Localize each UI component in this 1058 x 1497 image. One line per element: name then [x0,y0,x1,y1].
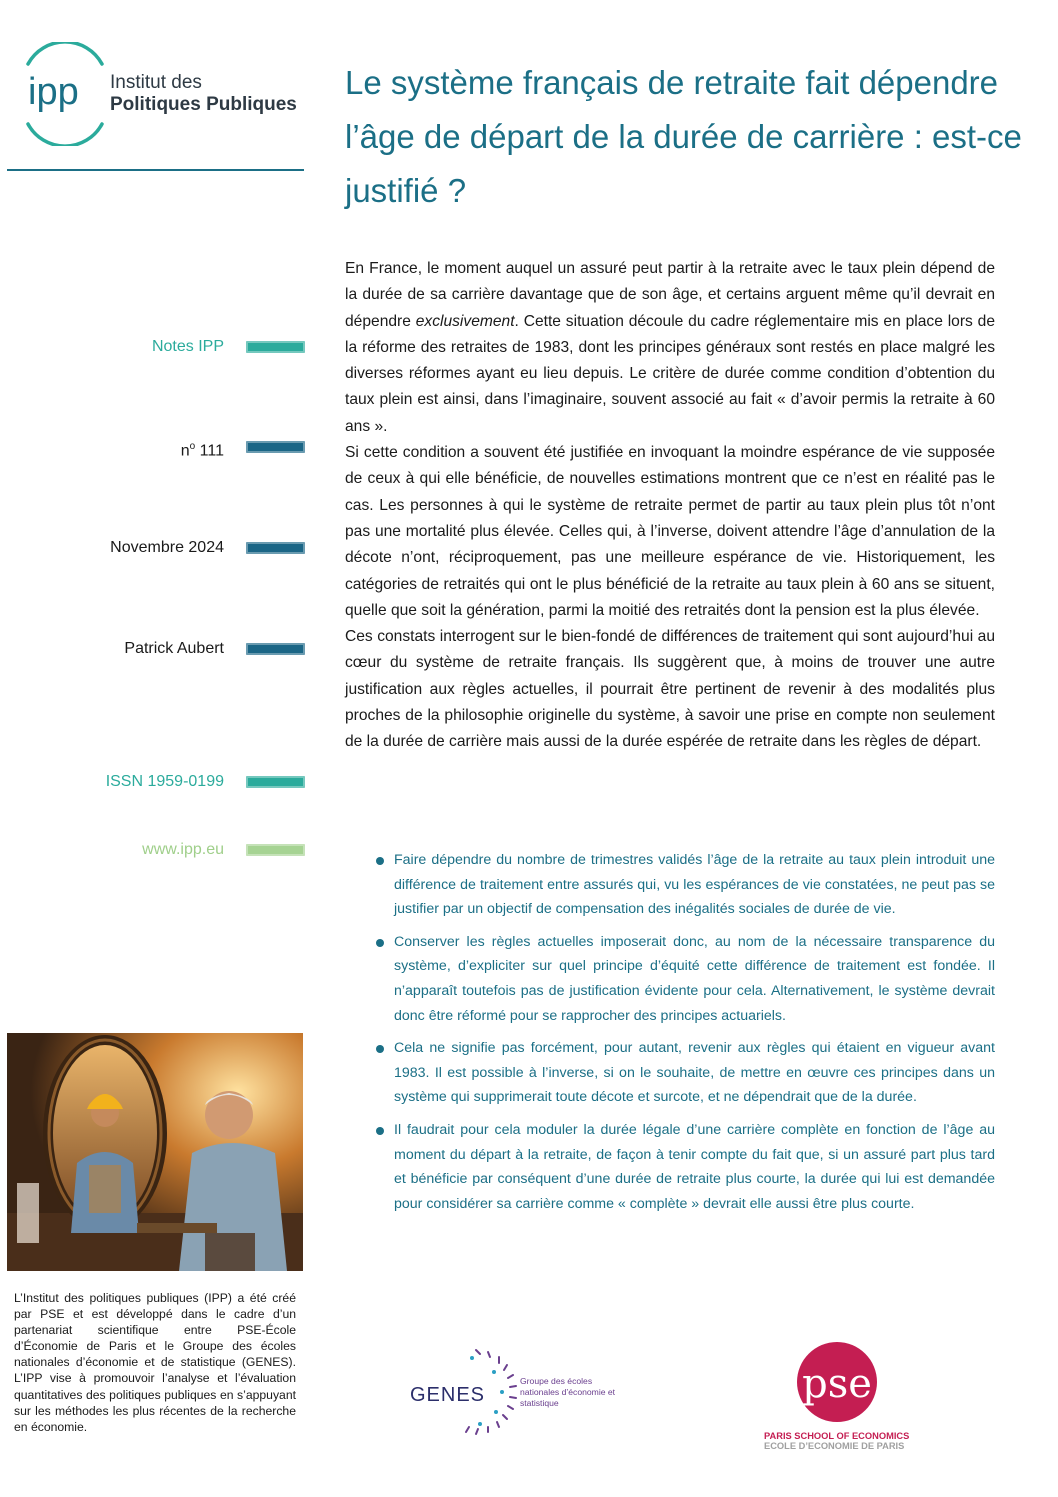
meta-date [20,537,310,559]
pse-logo [762,1340,912,1450]
emphasis: exclusivement [415,312,515,330]
bullet-icon [376,857,384,865]
meta-issn-label: ISSN 1959-0199 [105,773,224,790]
genes-description: Groupe des écoles nationales d’économie et statistique [520,1376,616,1408]
abstract [345,256,995,756]
institute-name [110,72,297,116]
website-link[interactable]: www.ipp.eu [142,841,224,858]
pse-mark-text: pse [802,1361,872,1407]
meta-author-bar [246,643,305,655]
bullet-icon [376,939,384,947]
cover-photo [7,1033,303,1271]
abstract-paragraph-3: Ces constats interrogent sur le bien-fondé de différences de traitement qui sont aujourd’hui au cœur du système de retraite français. Ils suggèrent que, à moins de trouver une autre justification aux règles actuelles, il pourrait être pertinent de revenir à des modalités plus proches de la philosophie originelle du système, à savoir une prise en compte non seulement de la durée de carrière mais aussi de la durée espérée de retraite dans les règles de départ. [345,628,995,751]
meta-date-label: Novembre 2024 [110,539,224,556]
meta-date-bar [246,542,305,554]
meta-series [20,336,310,358]
institute-name-line2: Politiques Publiques [110,94,297,115]
meta-website[interactable] [20,839,310,861]
abstract-paragraph-1: En France, le moment auquel un assuré peut partir à la retraite avec le taux plein dépend de la durée de sa carrière davantage que de son âge, et certains arguent même qu’il devrait en dépendre exclusivement. Cette situation découle du cadre réglementaire mis en place lors de la réforme des retraites de 1983, dont les principes généraux sont restés en place malgré les diverses réformes ayant eu lieu depuis. Le critère de durée comme condition d’obtention du taux plein est ainsi, dans l’imaginaire, souvent associé au fait « d’avoir permis la retraite à 60 ans ». [345,260,995,435]
meta-number-label: $n^o$ 111 [180,441,224,460]
meta-author-label: Patrick Aubert [124,640,224,657]
meta-issn-bar [246,776,305,788]
meta-number [20,436,310,458]
pse-name-english: PARIS SCHOOL OF ECONOMICS [764,1431,910,1441]
institute-description: L’Institut des politiques publiques (IPP) a été créé par PSE et est développé dans le cadre d’un partenariat scientifique entre PSE-École d’Économie de Paris et le Groupe des écoles nationales d’économie et de statistique (GENES). L’IPP vise à promouvoir l’analyse et l’évaluation quantitatives des politiques publiques en s’appuyant sur les méthodes les plus récentes de la recherche en économie. [14,1291,296,1434]
page-title: Le système français de retraite fait dépendre l’âge de départ de la durée de carrière : est-ce justifié ? [345,64,1022,209]
meta-website-bar [246,844,305,856]
abstract-paragraph-2: Si cette condition a souvent été justifiée en invoquant la moindre espérance de vie supposée de ceux à qui elle bénéficie, de nouvelles estimations montrent que ce n’est en réalité pas le cas. Les personnes à qui le système de retraite permet de partir au taux plein plus tôt n’ont pas une mortalité plus élevée. Celles qui, à l’inverse, doivent attendre l’âge d’annulation de la décote n’ont, réciproquement, pas une meilleure espérance de vie. Historiquement, les catégories de retraités qui ont le plus bénéficié de la retraite au taux plein à 60 ans se situent, quelle que soit la génération, parmi la moitié des retraités dont la pension est la plus élevée. [345,444,995,619]
key-findings [372,848,995,1224]
meta-number-bar [246,441,305,453]
pse-name-french: ECOLE D’ECONOMIE DE PARIS [764,1441,905,1451]
key-finding: Il faudrait pour cela moduler la durée légale d’une carrière complète en fonction de l’âge au moment du départ à la retraite, de façon à tenir compte du fait que, si un assuré part plus tard et bénéficie par conséquent d’une durée de retraite plus courte, la durée qui lui est demandée pour considérer sa carrière comme « complète » devrait elle aussi être plus courte. [372,1118,995,1216]
bullet-icon [376,1127,384,1135]
meta-series-label: Notes IPP [151,338,224,355]
ipp-logo [20,42,110,146]
genes-wordmark: GENES [410,1384,486,1406]
bullet-icon [376,1045,384,1053]
meta-author [20,638,310,660]
meta-series-bar [246,341,305,353]
institute-name-line1: Institut des [110,72,202,93]
genes-logo [408,1346,628,1446]
pse-mark-icon [792,1340,882,1428]
key-finding: Faire dépendre du nombre de trimestres validés l’âge de la retraite au taux plein introduit une différence de traitement entre assurés qui, vu les espérances de vie constatées, ne peut pas se justifier par un objectif de compensation des inégalités sociales de durée de vie. [372,848,995,922]
ipp-logo-text: ipp [28,71,79,113]
key-finding: Cela ne signifie pas forcément, pour autant, revenir aux règles qui étaient en vigueur avant 1983. Il est possible à l’inverse, si on le souhaite, de mettre en œuvre ces principes dans un système qui supprimerait toute décote et surcote, et ne dépendrait que de la durée. [372,1036,995,1110]
key-finding: Conserver les règles actuelles imposerait donc, au nom de la nécessaire transparence du système, d’expliciter sur quel principe d’équité cette différence de traitement est fondée. Il n’apparaît toutefois pas de justification évidente pour cela. Alternativement, le système devrait donc être réformé pour se rapprocher des principes actuariels. [372,930,995,1028]
header-divider [7,169,304,171]
meta-issn [20,771,310,793]
